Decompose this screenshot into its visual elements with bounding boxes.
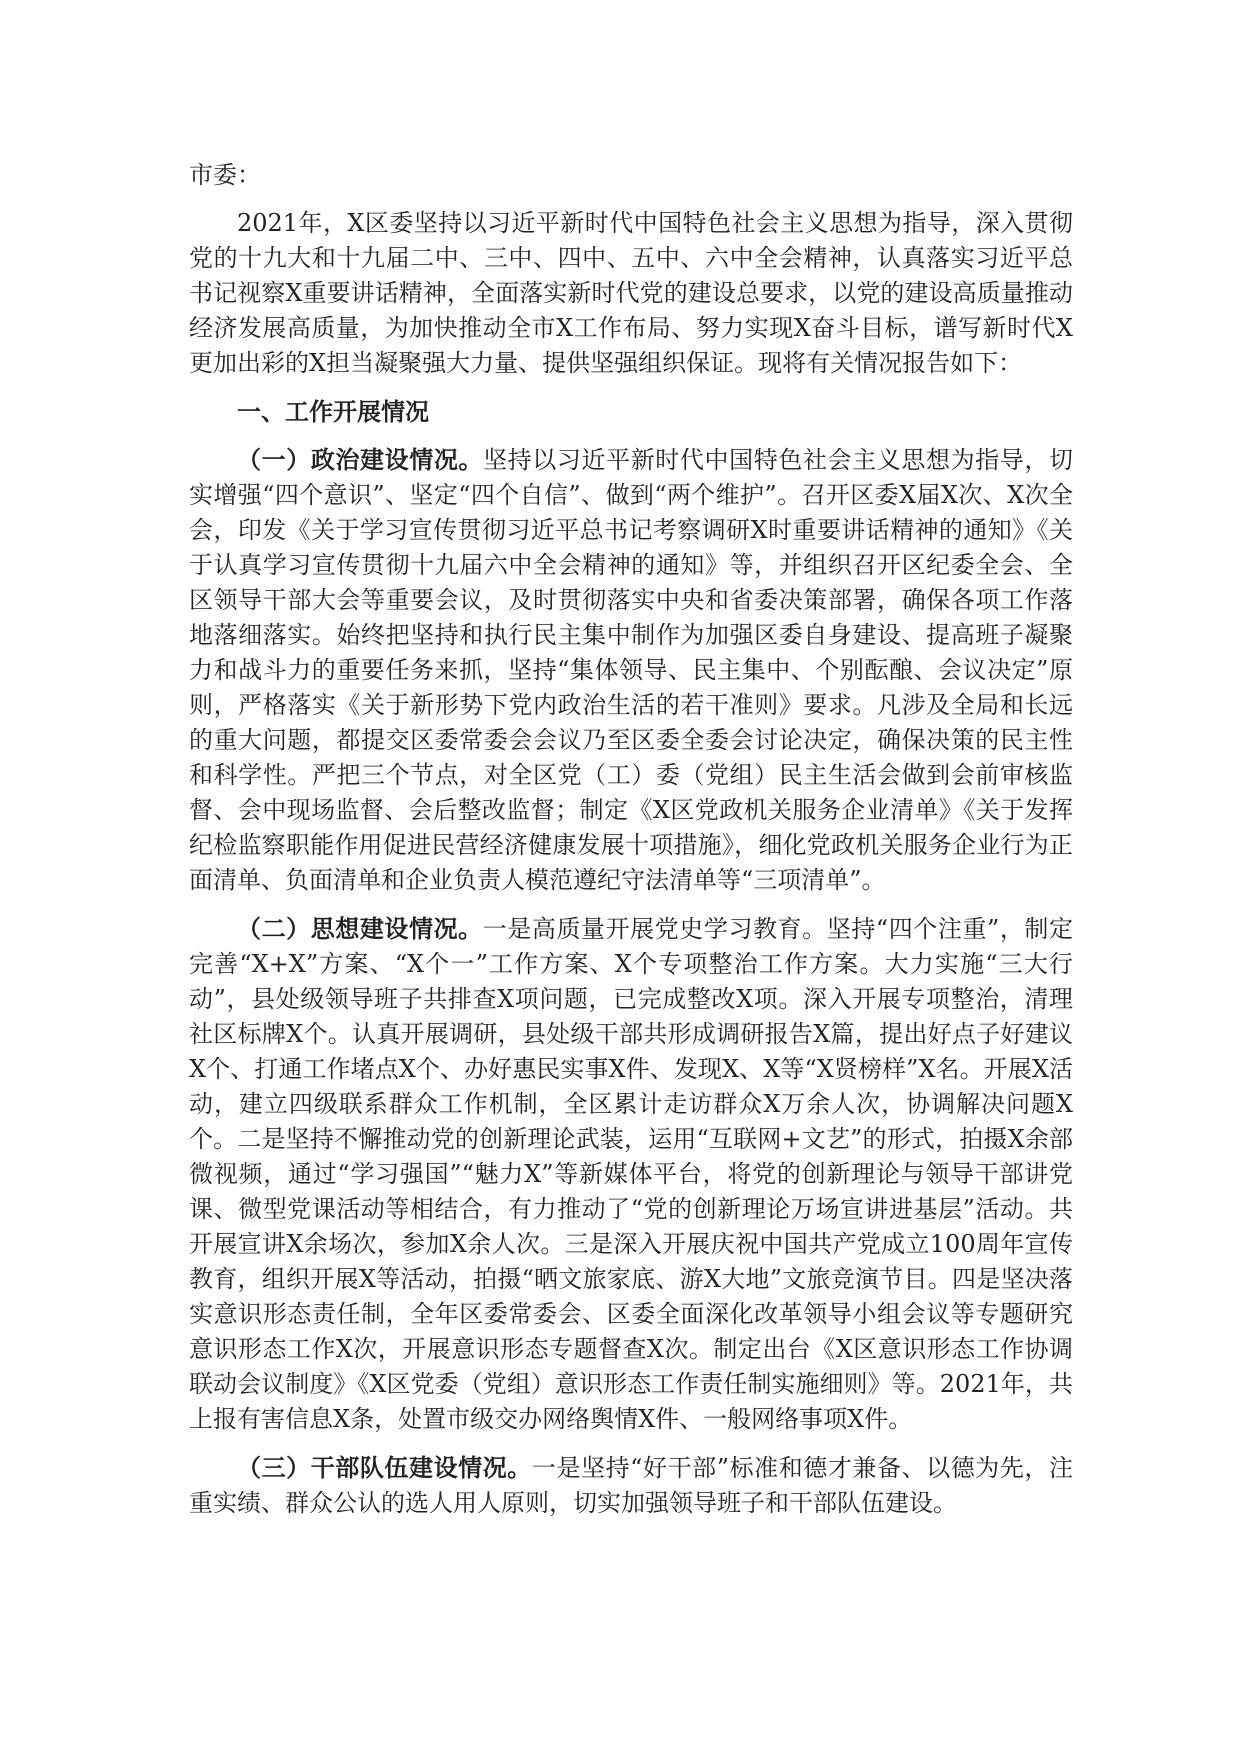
salutation: 市委： <box>189 161 261 189</box>
paragraph-body-political: 坚持以习近平新时代中国特色社会主义思想为指导，切实增强“四个意识”、坚定“四个自信”、做到“两个维护”。召开区委X届X次、X次全会，印发《关于学习宣传贯彻习近平总书记考察调研X时重要讲话精神的通知》《关于认真学习宣传贯彻十九届六中全会精神的通知》等，并组织召开区纪委全会、全区领导干部大会等重要会议，及时贯彻落实中央和省委决策部署，确保各项工作落地落细落实。始终把坚持和执行民主集中制作为加强区委自身建设、提高班子凝聚力和战斗力的重要任务来抓，坚持“集体领导、民主集中、个别酝酿、会议决定”原则，严格落实《关于新形势下党内政治生活的若干准则》要求。凡涉及全局和长远的重大问题，都提交区委常委会会议乃至区委全委会讨论决定，确保决策的民主性和科学性。严把三个节点，对全区党（工）委（党组）民主生活会做到会前审核监督、会中现场监督、会后整改监督；制定《X区党政机关服务企业清单》《关于发挥纪检监察职能作用促进民营经济健康发展十项措施》，细化党政机关服务企业行为正面清单、负面清单和企业负责人模范遵纪守法清单等“三项清单”。 <box>189 446 1074 894</box>
paragraph-body-ideological: 一是高质量开展党史学习教育。坚持“四个注重”，制定完善“X+X”方案、“X个一”工作方案、X个专项整治工作方案。大力实施“三大行动”，县处级领导班子共排查X项问题，已完成整改X项。深入开展专项整治，清理社区标牌X个。认真开展调研，县处级干部共形成调研报告X篇，提出好点子好建议X个、打通工作堵点X个、办好惠民实事X件、发现X、X等“X贤榜样”X名。开展X活动，建立四级联系群众工作机制，全区累计走访群众X万余人次，协调解决问题X个。二是坚持不懈推动党的创新理论武装，运用“互联网+文艺”的形式，拍摄X余部微视频，通过“学习强国”“魅力X”等新媒体平台，将党的创新理论与领导干部讲党课、微型党课活动等相结合，有力推动了“党的创新理论万场宣讲进基层”活动。共开展宣讲X余场次，参加X余人次。三是深入开展庆祝中国共产党成立100周年宣传教育，组织开展X等活动，拍摄“晒文旅家底、游X大地”文旅竞演节目。四是坚决落实意识形态责任制，全年区委常委会、区委全面深化改革领导小组会议等专题研究意识形态工作X次，开展意识形态专题督查X次。制定出台《X区意识形态工作协调联动会议制度》《X区党委（党组）意识形态工作责任制实施细则》等。2021年，共上报有害信息X条，处置市级交办网络舆情X件、一般网络事项X件。 <box>189 915 1074 1433</box>
paragraph-lead-political: （一）政治建设情况。 <box>237 445 484 474</box>
paragraph-lead-ideological: （二）思想建设情况。 <box>237 914 483 943</box>
paragraph-cadre-construction <box>189 1450 1073 1521</box>
paragraph-political-construction <box>189 442 1073 898</box>
intro-paragraph: 2021年，X区委坚持以习近平新时代中国特色社会主义思想为指导，深入贯彻党的十九大和十九届二中、三中、四中、五中、六中全会精神，认真落实习近平总书记视察X重要讲话精神，全面落实新时代党的建设总要求，以党的建设高质量推动经济发展高质量，为加快推动全市X工作布局、努力实现X奋斗目标，谱写新时代X更加出彩的X担当凝聚强大力量、提供坚强组织保证。现将有关情况报告如下： <box>189 209 1073 377</box>
paragraph-ideological-construction <box>189 911 1073 1437</box>
section-heading-work-progress: 一、工作开展情况 <box>237 397 429 426</box>
paragraph-body-cadre: 一是坚持“好干部”标准和德才兼备、以德为先，注重实绩、群众公认的选人用人原则，切实加强领导班子和干部队伍建设。 <box>189 1454 1073 1517</box>
document-page <box>189 158 1073 1534</box>
paragraph-lead-cadre: （三）干部队伍建设情况。 <box>237 1453 532 1482</box>
